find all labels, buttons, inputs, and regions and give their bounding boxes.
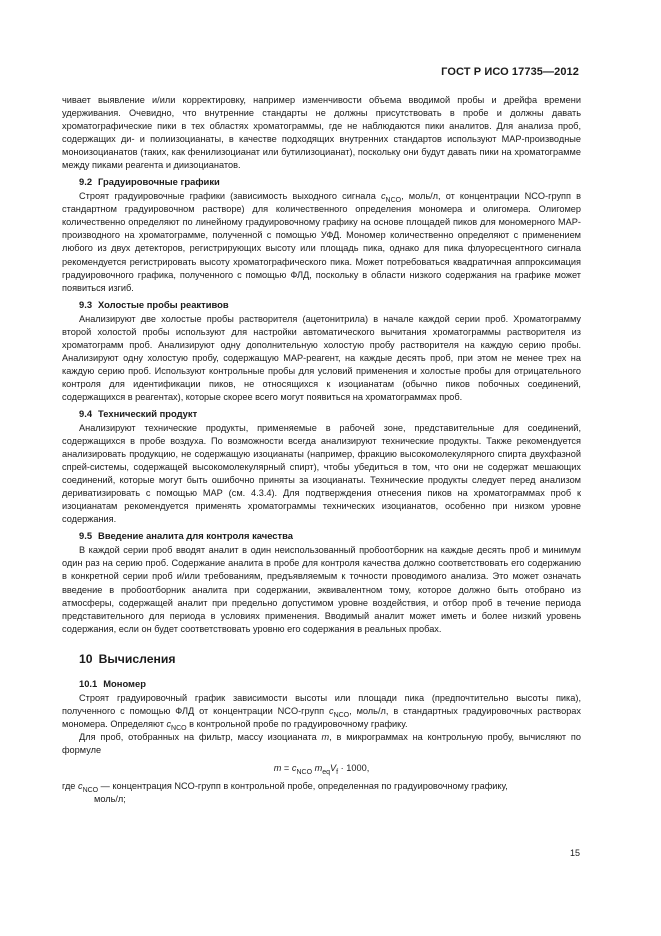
section-title: Градуировочные графики bbox=[98, 176, 220, 188]
section-title: Вычисления bbox=[98, 651, 176, 666]
subscript: NCO bbox=[171, 724, 187, 732]
text-run: Строят градуировочные графики (зависимость выходного сигнала bbox=[79, 191, 381, 202]
section-9-4-paragraph: Анализируют технические продукты, применяемые в рабочей зоне, представительные для соединений, содержащихся в пробе воздуха. По возможности всегда анализируют технические продукты. Также рекомендуется анализировать продукцию, не содержащую изоцианаты (например, фракцию высокомолекулярного спирта двухфазной спрей-системы, содержащей высокомолекулярный спирт), чтобы убедиться в том, что они не содержат мешающих соединений, которые могут быть ошибочно приняты за изоцианаты. Технические продукты следует перед анализом дериватизировать с помощью МАР (см. 4.3.4). Для подтверждения отнесения пиков на хроматограммах проб к изоцианатам рекомендуется применять хроматограммы технических изоцианатов, особенно при низком уровне содержания. bbox=[62, 422, 581, 525]
where-clause bbox=[62, 780, 581, 793]
section-10-1-paragraph-2 bbox=[62, 731, 581, 757]
section-number: 9.2 bbox=[79, 176, 93, 188]
formula-tail: · 1000, bbox=[338, 762, 370, 773]
text-run: — концентрация NCO-групп в контрольной пробе, определенная по градуировочному графику, bbox=[98, 780, 508, 791]
symbol-c: c bbox=[77, 780, 83, 791]
where-unit: моль/л; bbox=[94, 794, 126, 805]
symbol-c: c bbox=[328, 705, 334, 716]
text-run: Строят градуировочный график зависимости высоты или площади пика (предпочтительно высоты пика), полученного с помощью ФЛД от концентрации NCO-групп bbox=[62, 692, 581, 716]
subscript: f bbox=[336, 768, 339, 776]
formula bbox=[62, 762, 581, 775]
section-9-3-heading bbox=[79, 298, 581, 311]
symbol-c: c bbox=[166, 718, 172, 729]
section-number: 9.3 bbox=[79, 298, 93, 310]
subscript: eq bbox=[322, 768, 331, 776]
section-number: 10 bbox=[79, 651, 93, 666]
section-10-heading bbox=[79, 652, 581, 667]
section-number: 9.4 bbox=[79, 407, 93, 419]
formula-m: m bbox=[273, 762, 282, 773]
subscript: NCO bbox=[385, 197, 402, 205]
section-title: Технический продукт bbox=[98, 407, 198, 419]
text-run: , моль/л, от концентрации NCO-групп в стандартном градуировочном растворе) для количественного определения мономера и олигомера. Олигомер количественно определяют по линейному градуировочному графику на основе площадей пиков для мономерного МАР-производного на хроматограмме, полученной с помощью УФД. Мономер количественно определяют с применением любого из двух детекторов, регистрирующих высоту или площадь пика, однако для пика флуоресцентного сигнала рекомендуется регистрировать высоту хроматографического пика. Может потребоваться квадратичная аппроксимация градуировочного графика, полученного с помощью ФЛД, поскольку в области низкого содержания на графике может появиться изгиб. bbox=[62, 191, 581, 293]
section-9-2-paragraph bbox=[62, 190, 581, 294]
subscript: NCO bbox=[333, 711, 350, 719]
section-9-5-paragraph: В каждой серии проб вводят аналит в один неиспользованный пробоотборник на каждые десять проб и минимум один раз на серию проб. Содержание аналита в пробе для контроля качества должно соответствовать его содержанию в конкретной серии проб и/или требованиям, предъявляемым к точности проводимого анализа. Это может означать введение в пробоотборник аналита при содержании, эквивалентном тому, которое должно быть отобрано из атмосферы, содержащей аналит при предельно допустимом уровне воздействия, и отбор проб в течение периода представительного для периода в условиях применения. Вводимый аналит может иметь и более низкий уровень содержания, если он будет соответствовать уровню его содержания в реальных пробах. bbox=[62, 545, 581, 634]
page-content bbox=[62, 94, 581, 806]
formula-c: c bbox=[291, 762, 297, 773]
section-9-5-heading bbox=[79, 529, 581, 542]
text-run: , моль/л, в стандартных градуировочных растворах мономера. Определяют bbox=[62, 705, 582, 729]
symbol-c: c bbox=[380, 191, 386, 202]
formula-m-eq: m bbox=[314, 762, 323, 773]
section-title: Введение аналита для контроля качества bbox=[98, 530, 293, 542]
subscript: NCO bbox=[82, 786, 99, 794]
text-run: где bbox=[62, 780, 78, 791]
section-10-1-heading bbox=[79, 677, 581, 690]
section-9-4-heading bbox=[79, 407, 581, 420]
section-title: Мономер bbox=[103, 677, 146, 689]
section-9-2-heading bbox=[79, 175, 581, 188]
section-number: 9.5 bbox=[79, 530, 93, 542]
formula-v: V bbox=[330, 762, 337, 773]
symbol-m: m bbox=[321, 731, 330, 742]
page-number: 15 bbox=[569, 848, 580, 858]
text-run: в контрольной пробе по градуировочному графику. bbox=[186, 718, 408, 729]
document-header: ГОСТ Р ИСО 17735—2012 bbox=[441, 66, 579, 78]
section-number: 10.1 bbox=[79, 677, 98, 689]
formula-equals: = bbox=[281, 762, 292, 773]
section-10-1-paragraph-1 bbox=[62, 692, 581, 731]
text-run: Для проб, отобранных на фильтр, массу изоцианата bbox=[79, 731, 322, 742]
section-9-3-paragraph: Анализируют две холостые пробы растворителя (ацетонитрила) в начале каждой серии проб. Хроматограмму второй холостой пробы используют для настройки автоматического вычитания хроматограммы растворителя из хроматограмм проб. Анализируют одну дополнительную холостую пробу растворителя на каждую серию пробы. Анализируют одну холостую пробу, содержащую МАР-реагент, на каждые десять проб, при этом не менее трех на каждую серию проб. Используют контрольные пробы для условий применения и холостые пробы для отрицательного контроля для идентификации пиков, не относящихся к изоцианатам (обычно пиков побочных соединений, содержащихся в реагентах), которые скорее всего могут появиться на хроматограммах проб. bbox=[62, 313, 581, 402]
intro-paragraph: чивает выявление и/или корректировку, например изменчивости объема вводимой пробы и дрейфа времени удерживания. Очевидно, что внутренние стандарты не должны присутствовать в пробе и должны давать хроматографические пики в тех областях хроматограммы, где не наблюдаются пики аналитов. Для анализа проб, содержащих ди- и полиизоцианаты, в качестве подходящих внутренних стандартов используют МАР-производные моноизоцианатов (таких, как фенилизоцианат или бутилизоцианат), поскольку они будут давать пики на хроматограмме между пиками реагента и диизоцианатов. bbox=[62, 95, 581, 171]
text-run: , в микрограммах на контрольную пробу, вычисляют по формуле bbox=[62, 731, 581, 755]
subscript: NCO bbox=[296, 768, 313, 776]
section-title: Холостые пробы реактивов bbox=[98, 298, 229, 310]
